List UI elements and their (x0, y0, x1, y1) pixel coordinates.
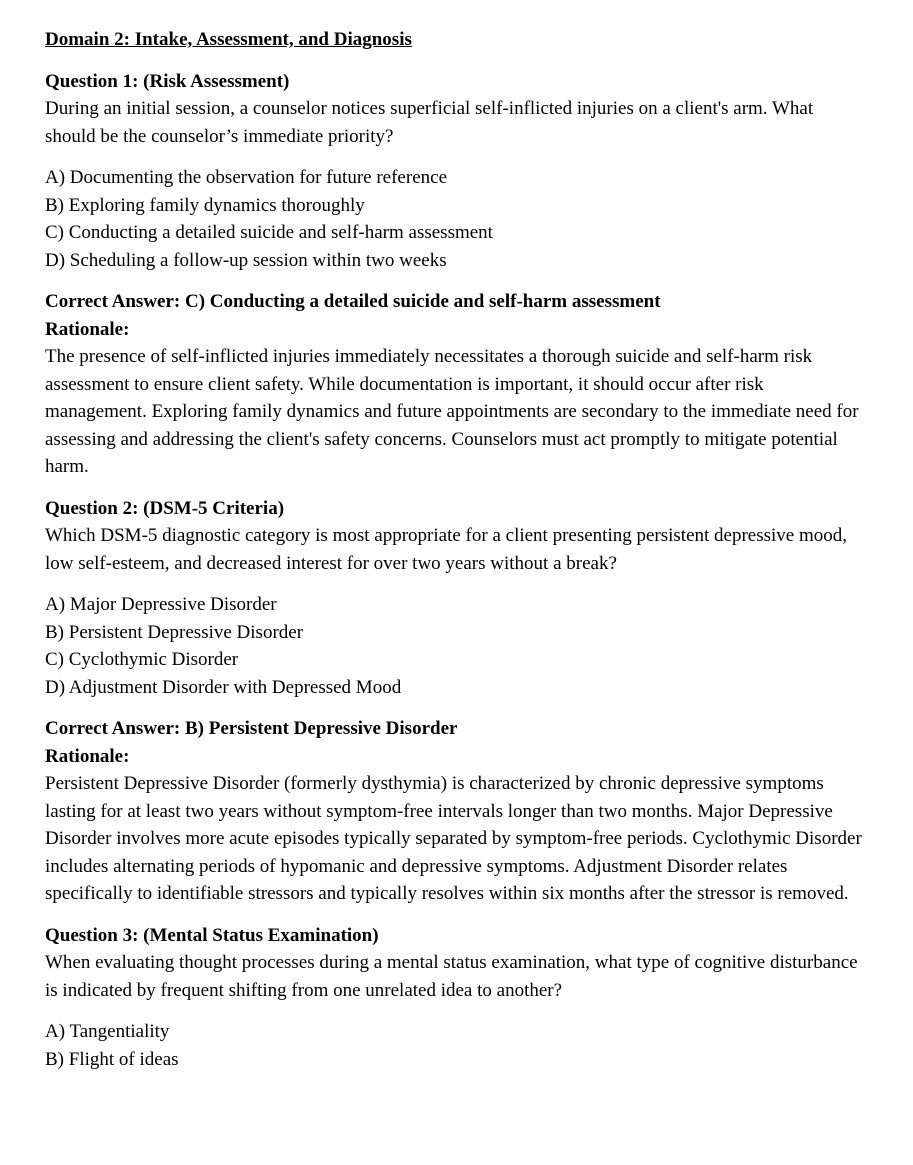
question-1-rationale: The presence of self-inflicted injuries immediately necessitates a thorough suicide and self-harm risk assessment to ensure client safety. While documentation is important, it should occur after risk management. Exploring family dynamics and future appointments are secondary to the immediate need for assessing and addressing the client's safety concerns. Counselors must act promptly to mitigate potential harm. (45, 346, 859, 477)
question-1-heading: Question 1: (Risk Assessment) (45, 70, 290, 92)
question-3-option-a: A) Tangentiality (45, 1021, 170, 1042)
question-1-options (45, 164, 865, 274)
document-body (45, 26, 865, 1073)
question-2-option-c: C) Cyclothymic Disorder (45, 649, 239, 670)
question-1-option-d: D) Scheduling a follow-up session within two weeks (45, 249, 447, 271)
question-2-section (45, 495, 865, 908)
question-1-stem: During an initial session, a counselor notices superficial self-inflicted injuries on a client's arm. What should be the counselor’s immediate priority? (45, 98, 814, 147)
question-1-section (45, 68, 865, 481)
question-1-option-c: C) Conducting a detailed suicide and self-harm assessment (45, 222, 493, 243)
question-2-stem: Which DSM-5 diagnostic category is most appropriate for a client presenting persistent depressive mood, low self-esteem, and decreased interest for over two years without a break? (45, 525, 848, 574)
question-2-rationale-label: Rationale: (45, 745, 130, 767)
question-1-correct-answer: Correct Answer: C) Conducting a detailed suicide and self-harm assessment (45, 291, 661, 312)
document-title: Domain 2: Intake, Assessment, and Diagnosis (45, 29, 412, 50)
question-1-option-b: B) Exploring family dynamics thoroughly (45, 194, 365, 216)
question-2-option-d: D) Adjustment Disorder with Depressed Mood (45, 676, 402, 698)
question-1-answer-block (45, 288, 865, 481)
question-3-stem: When evaluating thought processes during a mental status examination, what type of cognitive disturbance is indicated by frequent shifting from one unrelated idea to another? (45, 952, 858, 1001)
question-2-answer-block (45, 715, 865, 908)
question-1-option-a: A) Documenting the observation for future reference (45, 167, 447, 188)
question-1-header-block (45, 68, 865, 151)
question-2-option-a: A) Major Depressive Disorder (45, 594, 277, 615)
question-2-rationale: Persistent Depressive Disorder (formerly dysthymia) is characterized by chronic depressive symptoms lasting for at least two years without symptom-free intervals longer than two months. Major Depressive Disorder involves more acute episodes typically separated by symptom-free periods. Cyclothymic Disorder includes alternating periods of hypomanic and depressive symptoms. Adjustment Disorder relates specifically to identifiable stressors and typically resolves within six months after the stressor is removed. (45, 773, 862, 904)
question-2-options (45, 591, 865, 701)
question-2-header-block (45, 495, 865, 578)
question-3-header-block (45, 922, 865, 1005)
question-3-options (45, 1018, 865, 1073)
question-2-heading: Question 2: (DSM-5 Criteria) (45, 497, 285, 519)
question-3-option-b: B) Flight of ideas (45, 1048, 179, 1070)
question-2-option-b: B) Persistent Depressive Disorder (45, 621, 304, 643)
question-3-section (45, 922, 865, 1074)
question-1-rationale-label: Rationale: (45, 318, 130, 340)
question-2-correct-answer: Correct Answer: B) Persistent Depressive Disorder (45, 718, 458, 739)
question-3-heading: Question 3: (Mental Status Examination) (45, 924, 379, 946)
